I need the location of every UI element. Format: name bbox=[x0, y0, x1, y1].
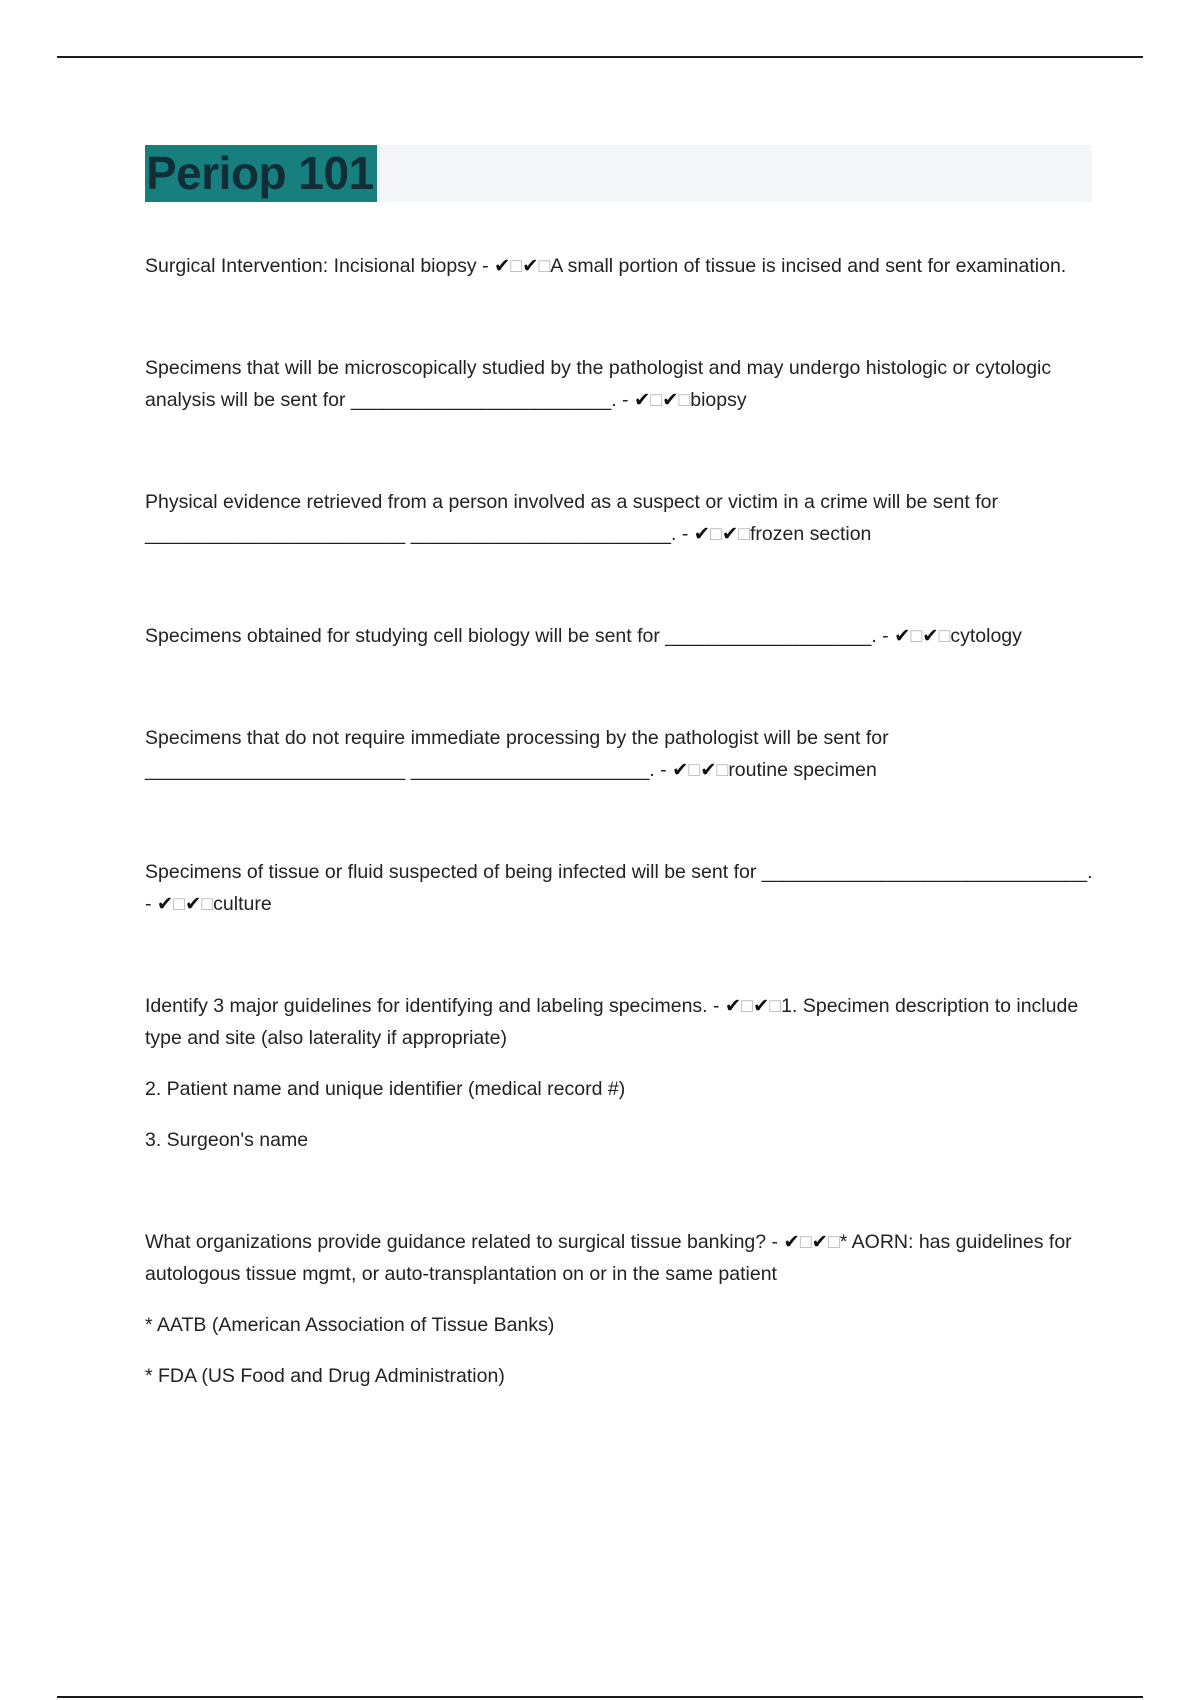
box-icon: □ bbox=[827, 1231, 840, 1253]
title-band bbox=[145, 145, 1092, 202]
qa-text bbox=[145, 486, 1095, 550]
check-mark-icon: ✔ bbox=[700, 759, 717, 781]
qa-item bbox=[145, 620, 1095, 652]
check-mark-icon: ✔ bbox=[811, 1231, 828, 1253]
bottom-rule bbox=[57, 1696, 1143, 1698]
question: Specimens that will be microscopically studied by the pathologist and may undergo histologic or cytologic analysis will be sent for ________________________. bbox=[145, 357, 1052, 411]
answer: frozen section bbox=[750, 523, 872, 545]
separator: - bbox=[145, 893, 157, 915]
box-icon: □ bbox=[938, 625, 951, 647]
check-mark-icon: ✔ bbox=[672, 759, 689, 781]
separator: - bbox=[876, 625, 895, 647]
answer: A small portion of tissue is incised and sent for examination. bbox=[550, 255, 1067, 277]
check-mark-icon: ✔ bbox=[721, 523, 739, 545]
separator: - bbox=[476, 255, 495, 277]
separator: - bbox=[654, 759, 673, 781]
title-highlight bbox=[145, 145, 377, 202]
answer: culture bbox=[213, 893, 272, 915]
box-icon: □ bbox=[510, 255, 523, 277]
page-title: Periop 101 bbox=[146, 147, 374, 199]
answer: routine specimen bbox=[728, 759, 877, 781]
top-rule bbox=[57, 56, 1143, 58]
answer: biopsy bbox=[690, 389, 747, 411]
qa-text bbox=[145, 722, 1095, 786]
answer: 1. Specimen description to include type and site (also laterality if appropriate) bbox=[145, 995, 1079, 1049]
question: Surgical Intervention: Incisional biopsy bbox=[145, 255, 477, 277]
separator: - bbox=[707, 995, 725, 1017]
box-icon: □ bbox=[678, 389, 691, 411]
answer-line: 3. Surgeon's name bbox=[145, 1129, 309, 1151]
qa-text bbox=[145, 1226, 1095, 1290]
check-mark-icon: ✔ bbox=[522, 255, 539, 277]
question: Specimens that do not require immediate processing by the pathologist will be sent for ________________________ ______________________. bbox=[145, 727, 889, 781]
box-icon: □ bbox=[650, 389, 663, 411]
question: Identify 3 major guidelines for identifying and labeling specimens. bbox=[145, 995, 708, 1017]
separator: - bbox=[676, 523, 694, 545]
check-mark-icon: ✔ bbox=[894, 625, 911, 647]
check-mark-icon: ✔ bbox=[783, 1231, 800, 1253]
answer: * AORN: has guidelines for autologous tissue mgmt, or auto-transplantation on or in the same patient bbox=[145, 1231, 1072, 1285]
qa-item bbox=[145, 722, 1095, 786]
check-mark-icon: ✔ bbox=[724, 995, 742, 1017]
box-icon: □ bbox=[716, 759, 729, 781]
box-icon: □ bbox=[201, 893, 214, 915]
check-mark-icon: ✔ bbox=[693, 523, 711, 545]
box-icon: □ bbox=[538, 255, 551, 277]
check-mark-icon: ✔ bbox=[633, 389, 651, 411]
check-mark-icon: ✔ bbox=[753, 995, 770, 1017]
answer-line: * AATB (American Association of Tissue Banks) bbox=[145, 1314, 555, 1336]
qa-item bbox=[145, 486, 1095, 550]
qa-item bbox=[145, 856, 1095, 920]
box-icon: □ bbox=[769, 995, 782, 1017]
answer: cytology bbox=[950, 625, 1022, 647]
check-mark-icon: ✔ bbox=[156, 893, 174, 915]
question: Physical evidence retrieved from a person involved as a suspect or victim in a crime will be sent for ________________________ ________________________. bbox=[145, 491, 998, 545]
check-mark-icon: ✔ bbox=[494, 255, 511, 277]
box-icon: □ bbox=[688, 759, 701, 781]
qa-item bbox=[145, 352, 1095, 416]
question: What organizations provide guidance related to surgical tissue banking? bbox=[145, 1231, 767, 1253]
box-icon: □ bbox=[741, 995, 754, 1017]
question: Specimens of tissue or fluid suspected of being infected will be sent for ______________________________. bbox=[145, 861, 1093, 883]
qa-text bbox=[145, 250, 1095, 282]
qa-item bbox=[145, 990, 1095, 1156]
separator: - bbox=[766, 1231, 784, 1253]
box-icon: □ bbox=[799, 1231, 812, 1253]
question: Specimens obtained for studying cell biology will be sent for ___________________. bbox=[145, 625, 877, 647]
check-mark-icon: ✔ bbox=[662, 389, 679, 411]
check-mark-icon: ✔ bbox=[922, 625, 939, 647]
separator: - bbox=[616, 389, 634, 411]
answer-line: * FDA (US Food and Drug Administration) bbox=[145, 1365, 505, 1387]
qa-text bbox=[145, 990, 1095, 1054]
qa-list bbox=[145, 250, 1095, 1462]
box-icon: □ bbox=[910, 625, 923, 647]
check-mark-icon: ✔ bbox=[185, 893, 202, 915]
qa-item bbox=[145, 1226, 1095, 1392]
qa-text bbox=[145, 856, 1095, 920]
answer-line: 2. Patient name and unique identifier (medical record #) bbox=[145, 1078, 626, 1100]
box-icon: □ bbox=[710, 523, 722, 545]
box-icon: □ bbox=[738, 523, 750, 545]
qa-text bbox=[145, 620, 1095, 652]
qa-text bbox=[145, 352, 1095, 416]
box-icon: □ bbox=[173, 893, 186, 915]
qa-item bbox=[145, 250, 1095, 282]
